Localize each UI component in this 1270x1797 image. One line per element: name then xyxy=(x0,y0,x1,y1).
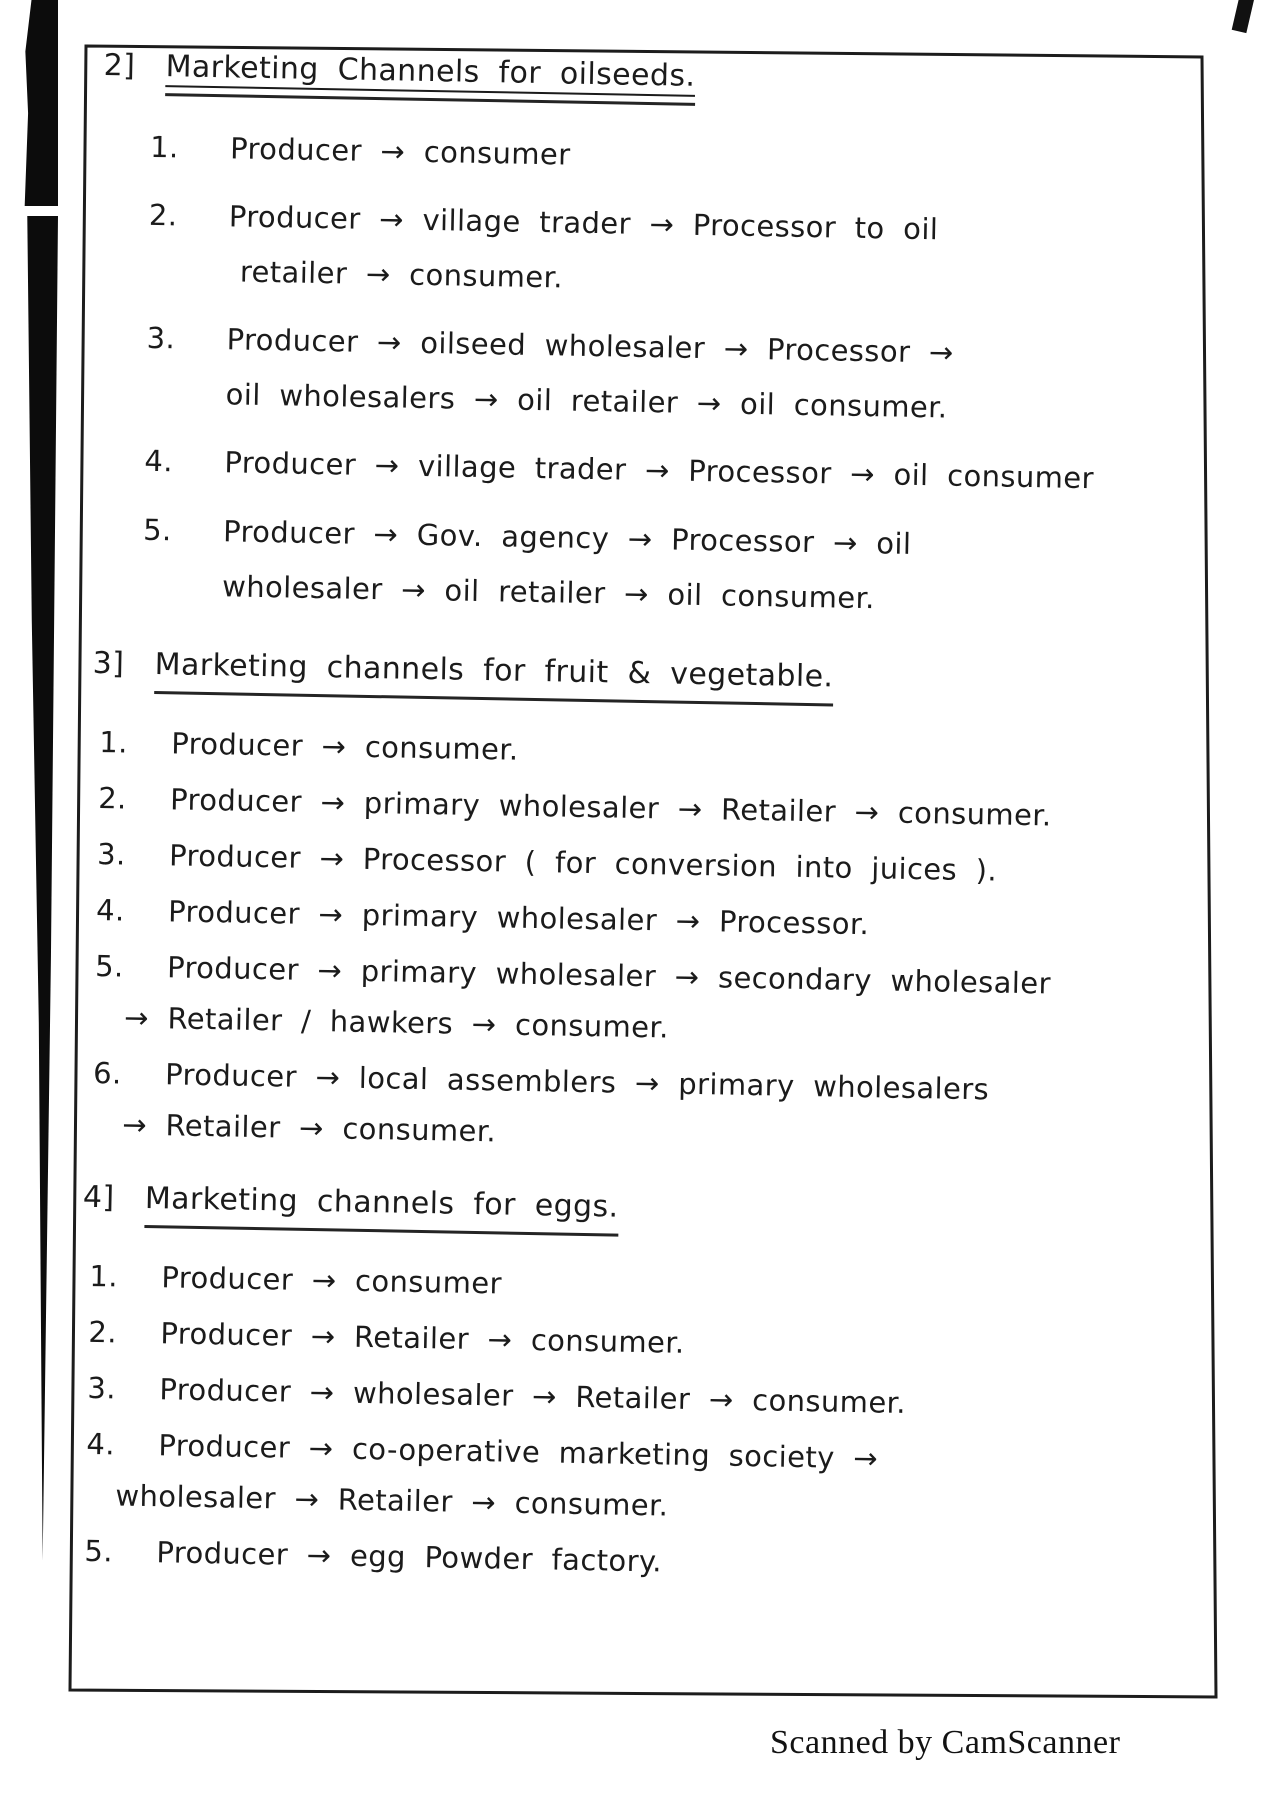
section-eggs xyxy=(76,1180,1168,1597)
item-lines xyxy=(224,436,1182,509)
channel-item xyxy=(86,941,1173,1063)
item-lines xyxy=(230,121,1188,194)
channel-text: Producer → Processor ( for conversion into juices ). xyxy=(168,838,998,888)
channel-text: Producer → local assemblers → primary wholesalers xyxy=(164,1057,990,1107)
item-lines xyxy=(121,1049,1171,1169)
item-number: 3. xyxy=(146,321,176,356)
item-number: 5. xyxy=(142,512,172,547)
channel-text: retailer → consumer. xyxy=(239,254,564,295)
channel-text: Producer → Retailer → consumer. xyxy=(160,1316,685,1360)
channel-item xyxy=(99,187,1186,317)
item-lines xyxy=(123,942,1173,1062)
section-title: Marketing Channels for oilseeds. xyxy=(165,49,696,106)
section-heading xyxy=(92,646,1178,713)
channel-text: Producer → primary wholesaler → secondary wholesaler xyxy=(166,950,1052,1001)
item-number: 2. xyxy=(148,197,178,233)
camscanner-watermark: Scanned by CamScanner xyxy=(770,1724,1121,1761)
item-number: 6. xyxy=(92,1055,123,1091)
channel-text: Producer → Gov. agency → Processor → oil xyxy=(222,513,912,561)
item-lines xyxy=(227,189,1186,317)
channel-text: → Retailer → consumer. xyxy=(121,1107,497,1149)
channel-text: wholesaler → Retailer → consumer. xyxy=(115,1478,669,1523)
channel-text: Producer → oilseed wholesaler → Processor → xyxy=(226,322,954,370)
channel-item xyxy=(94,501,1181,631)
channel-item xyxy=(96,433,1182,508)
channel-text: oil wholesalers → oil retailer → oil consumer. xyxy=(225,377,948,425)
channel-text: Producer → egg Powder factory. xyxy=(156,1535,663,1579)
item-number: 4. xyxy=(144,444,174,479)
section-number: 3] xyxy=(92,645,125,682)
channel-item xyxy=(102,119,1188,194)
item-lines xyxy=(222,504,1181,632)
channel-text: Producer → wholesaler → Retailer → consumer. xyxy=(159,1372,907,1420)
item-number: 1. xyxy=(89,1258,119,1294)
item-number: 5. xyxy=(84,1534,114,1569)
section-fruit-vegetable xyxy=(84,646,1178,1170)
item-number: 1. xyxy=(98,724,129,760)
channel-text: Producer → village trader → Processor to oil xyxy=(228,199,939,247)
item-number: 5. xyxy=(94,948,124,984)
channel-text: → Retailer / hawkers → consumer. xyxy=(123,1000,670,1045)
section-number: 2] xyxy=(103,48,136,84)
item-lines xyxy=(115,1420,1164,1540)
channel-text: Producer → consumer xyxy=(229,131,571,172)
channel-item xyxy=(97,310,1184,440)
item-number: 4. xyxy=(86,1427,116,1462)
channel-text: wholesaler → oil retailer → oil consumer. xyxy=(221,568,876,615)
channel-item xyxy=(77,1419,1164,1541)
section-title: Marketing channels for fruit & vegetable. xyxy=(154,647,834,706)
channel-text: Producer → co-operative marketing society → xyxy=(158,1428,879,1476)
channel-text: Producer → primary wholesaler → Processor. xyxy=(167,894,870,942)
section-number: 4] xyxy=(82,1179,115,1216)
channel-text: Producer → consumer xyxy=(161,1260,503,1301)
item-lines xyxy=(225,313,1184,441)
item-number: 3. xyxy=(96,836,127,872)
notebook-page-content xyxy=(76,48,1189,1602)
section-oilseeds xyxy=(94,48,1189,632)
item-number: 4. xyxy=(95,892,125,928)
item-number: 2. xyxy=(88,1314,118,1350)
channel-item xyxy=(84,1048,1171,1170)
section-heading xyxy=(82,1180,1168,1247)
item-number: 3. xyxy=(87,1370,117,1406)
section-title: Marketing channels for eggs. xyxy=(144,1181,618,1237)
channel-text: Producer → village trader → Processor → oil consumer xyxy=(224,445,1095,496)
channel-text: Producer → consumer. xyxy=(170,726,519,767)
item-number: 2. xyxy=(97,780,128,816)
item-number: 1. xyxy=(149,129,179,165)
channel-text: Producer → primary wholesaler → Retailer → consumer. xyxy=(169,782,1052,833)
